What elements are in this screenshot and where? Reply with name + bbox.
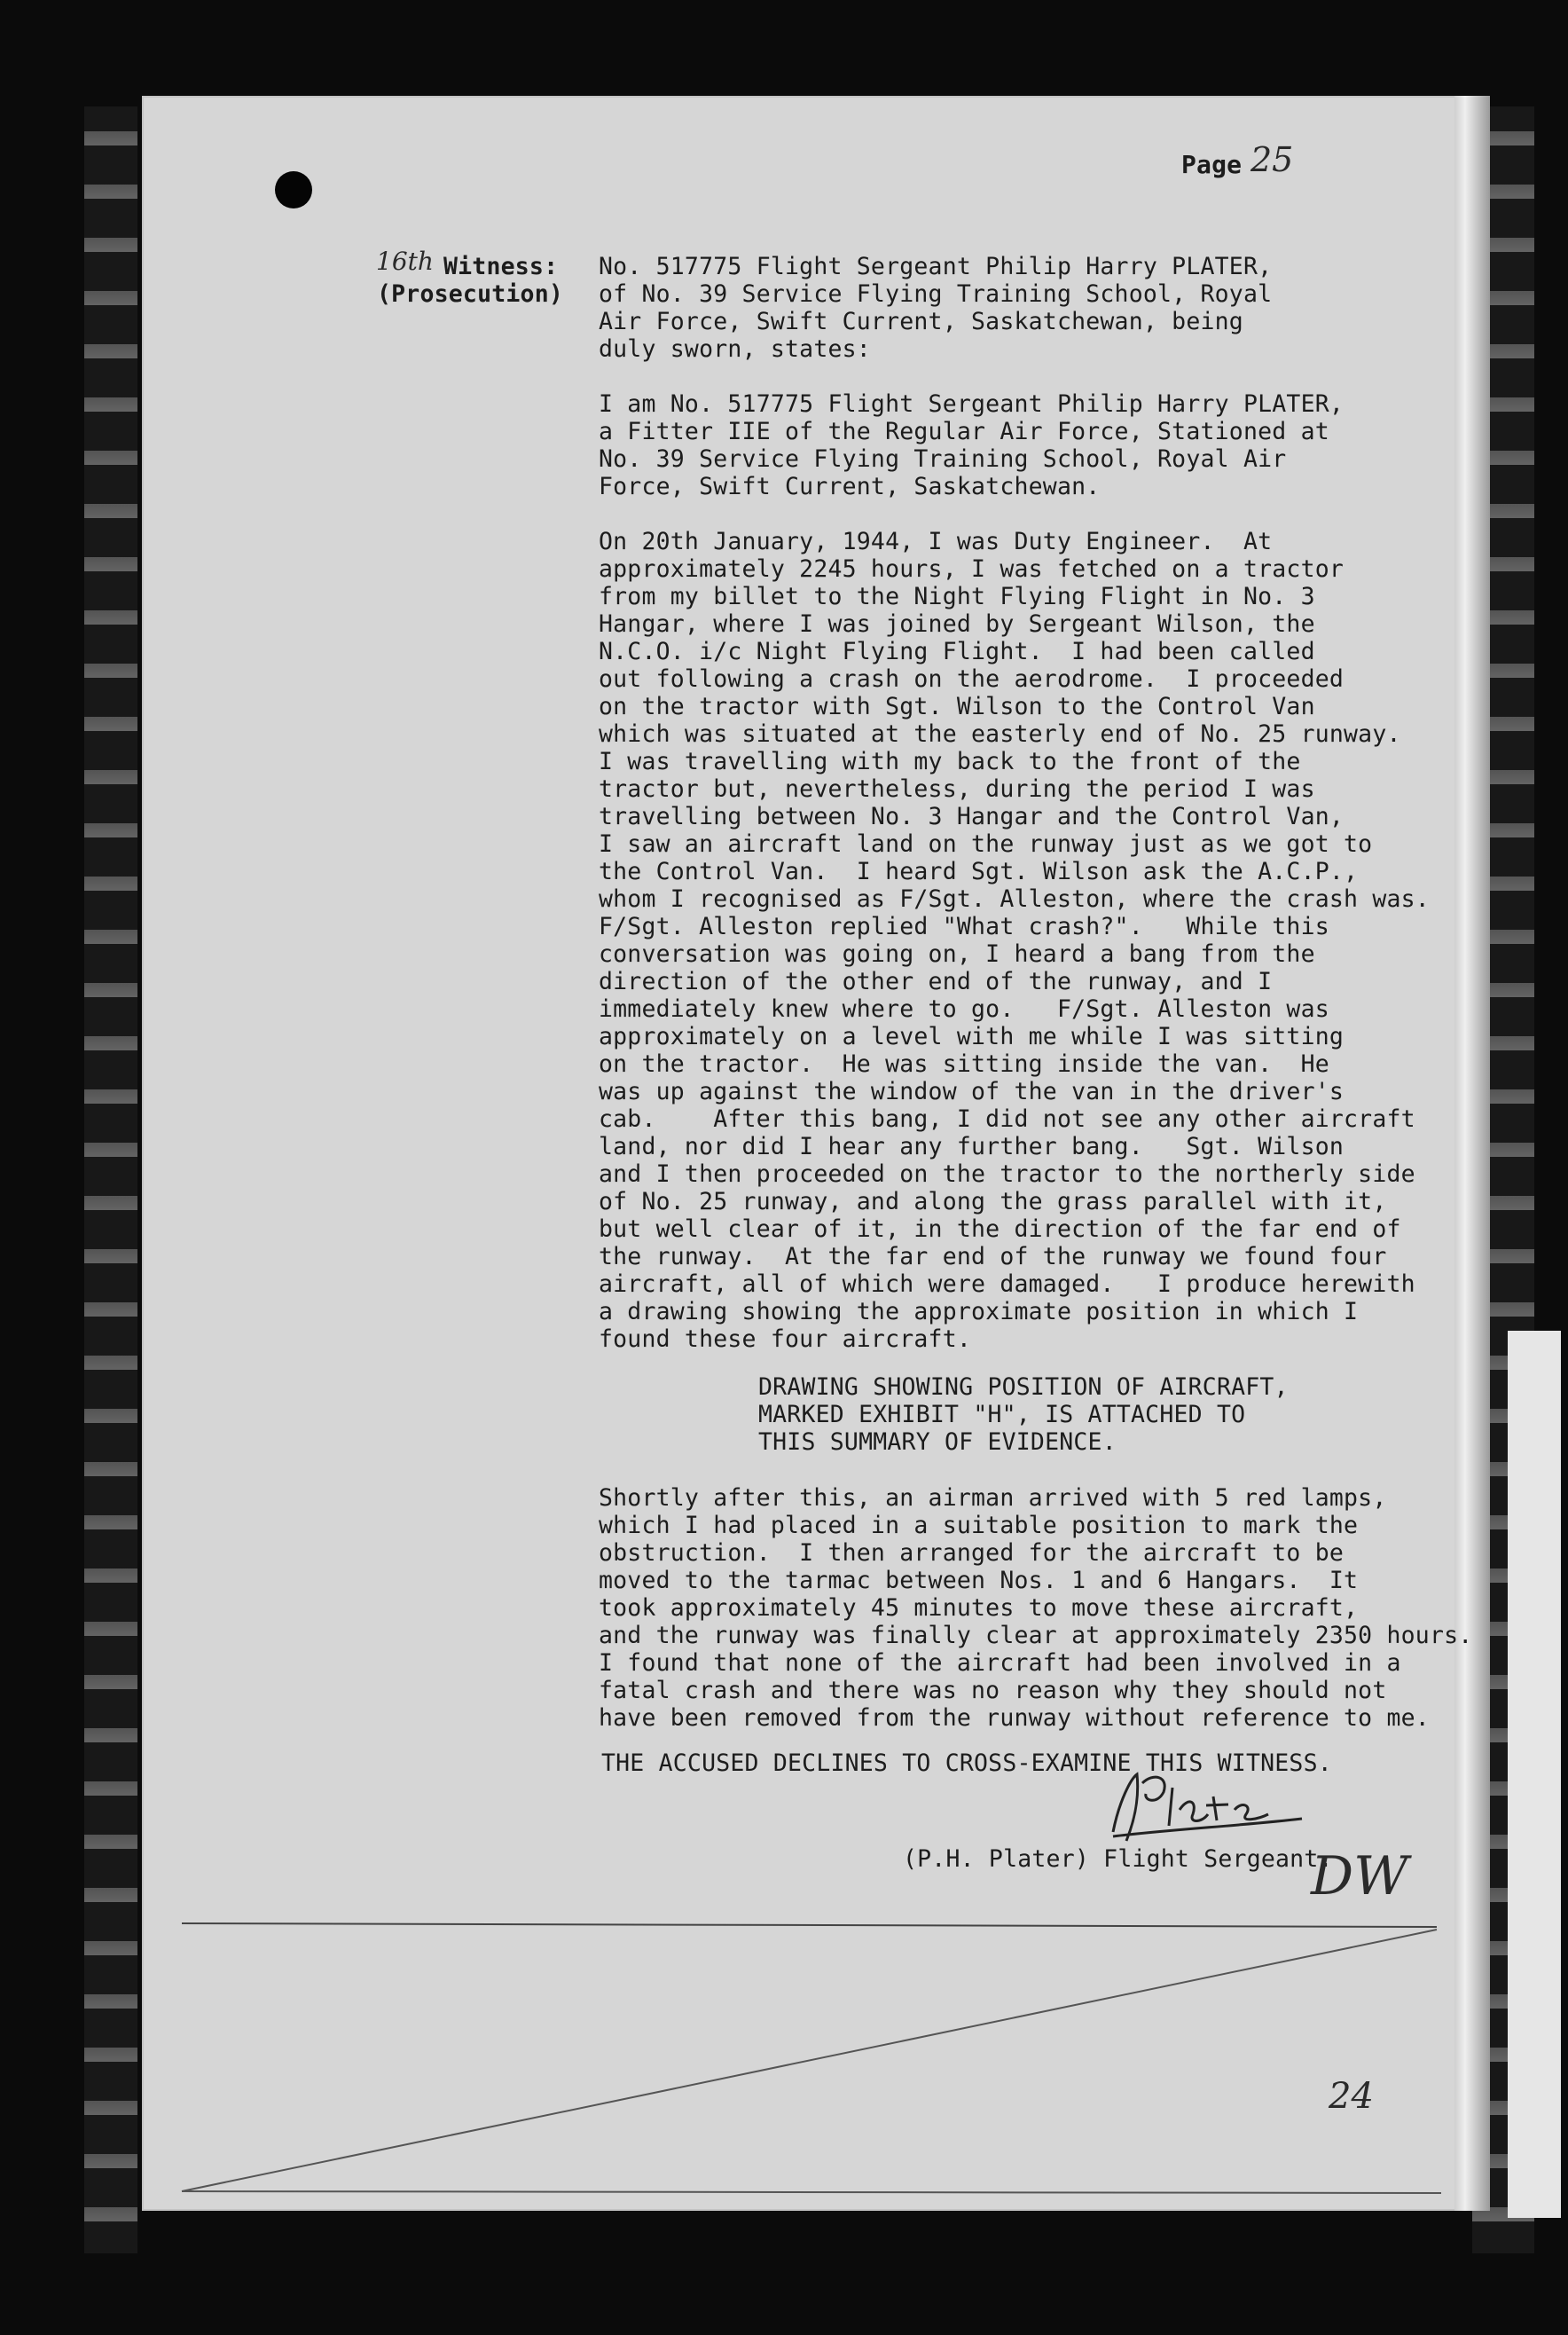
statement-paragraph-3: Shortly after this, an airman arrived with 5 red lamps, which I had placed in a suitable position to mark the obstruction. I then arranged for the aircraft to be moved to the tarmac between Nos. 1 and 6 Hangars. It took approximately 45 minutes to move these aircraft, and the runway was finally clear at approximately 2350 hours. I found that none of the aircraft had been involved in a fatal crash and there was no reason why they should not have been removed from the runway without reference to me. bbox=[599, 1484, 1473, 1732]
witness-label: Witness: bbox=[443, 253, 559, 280]
witness-intro-paragraph: No. 517775 Flight Sergeant Philip Harry PLATER, of No. 39 Service Flying Training School, Royal Air Force, Swift Current, Saskatchewan, being duly sworn, states: bbox=[599, 253, 1273, 363]
signature-caption: (P.H. Plater) Flight Sergeant. bbox=[903, 1845, 1333, 1873]
diagonal-line bbox=[182, 1930, 1437, 2191]
statement-paragraph-2: On 20th January, 1944, I was Duty Engineer. At approximately 2245 hours, I was fetched on a tractor from my billet to the Night Flying Flight in No. 3 Hangar, where I was joined by Sergeant Wilson, the N.C.O. i/c Night Flying Flight. I had been called out following a crash on the aerodrome. I proceeded on the tractor with Sgt. Wilson to the Control Van which was situated at the easterly end of No. 25 runway. I was travelling with my back to the front of the tractor but, nevertheless, during the period I was travelling between No. 3 Hangar and the Control Van, I saw an aircraft land on the runway just as we got to the Control Van. I heard Sgt. Wilson ask the A.C.P., whom I recognised as F/Sgt. Alleston, where the crash was. F/Sgt. Alleston replied "What crash?". While this conversation was going on, I heard a bang from the direction of the other end of the runway, and I immediately knew where to go. F/Sgt. Alleston was approximately on a level with me while I was sitting on the tractor. He was sitting inside the van. He was up against the window of the van in the driver's cab. After this bang, I did not see any other aircraft land, nor did I hear any further bang. Sgt. Wilson and I then proceeded on the tractor to the northerly side of No. 25 runway, and along the grass parallel with it, but well clear of it, in the direction of the far end of the runway. At the far end of the runway we found four aircraft, all of which were damaged. I produce herewith a drawing showing the approximate position in which I found these four aircraft. bbox=[599, 528, 1430, 1353]
handwritten-page-mark: 24 bbox=[1329, 2076, 1374, 2117]
signature-scribble bbox=[1113, 1774, 1302, 1841]
prosecution-label: (Prosecution) bbox=[377, 280, 564, 308]
handwritten-initials: DW bbox=[1311, 1845, 1408, 1907]
page-number-handwritten: 25 bbox=[1250, 140, 1294, 179]
exhibit-note: DRAWING SHOWING POSITION OF AIRCRAFT, MARKED EXHIBIT "H", IS ATTACHED TO THIS SUMMARY OF EVIDENCE. bbox=[758, 1373, 1289, 1456]
page-label: Page bbox=[1181, 150, 1243, 179]
statement-paragraph-1: I am No. 517775 Flight Sergeant Philip Harry PLATER, a Fitter IIE of the Regular Air Force, Stationed at No. 39 Service Flying Training School, Royal Air Force, Swift Current, Saskatchewan. bbox=[599, 390, 1345, 500]
horizontal-rule bbox=[182, 1923, 1437, 1927]
bottom-rule bbox=[182, 2191, 1441, 2193]
declines-cross-examination: THE ACCUSED DECLINES TO CROSS-EXAMINE THIS WITNESS. bbox=[601, 1749, 1332, 1777]
witness-annotation: 16th bbox=[376, 247, 434, 276]
